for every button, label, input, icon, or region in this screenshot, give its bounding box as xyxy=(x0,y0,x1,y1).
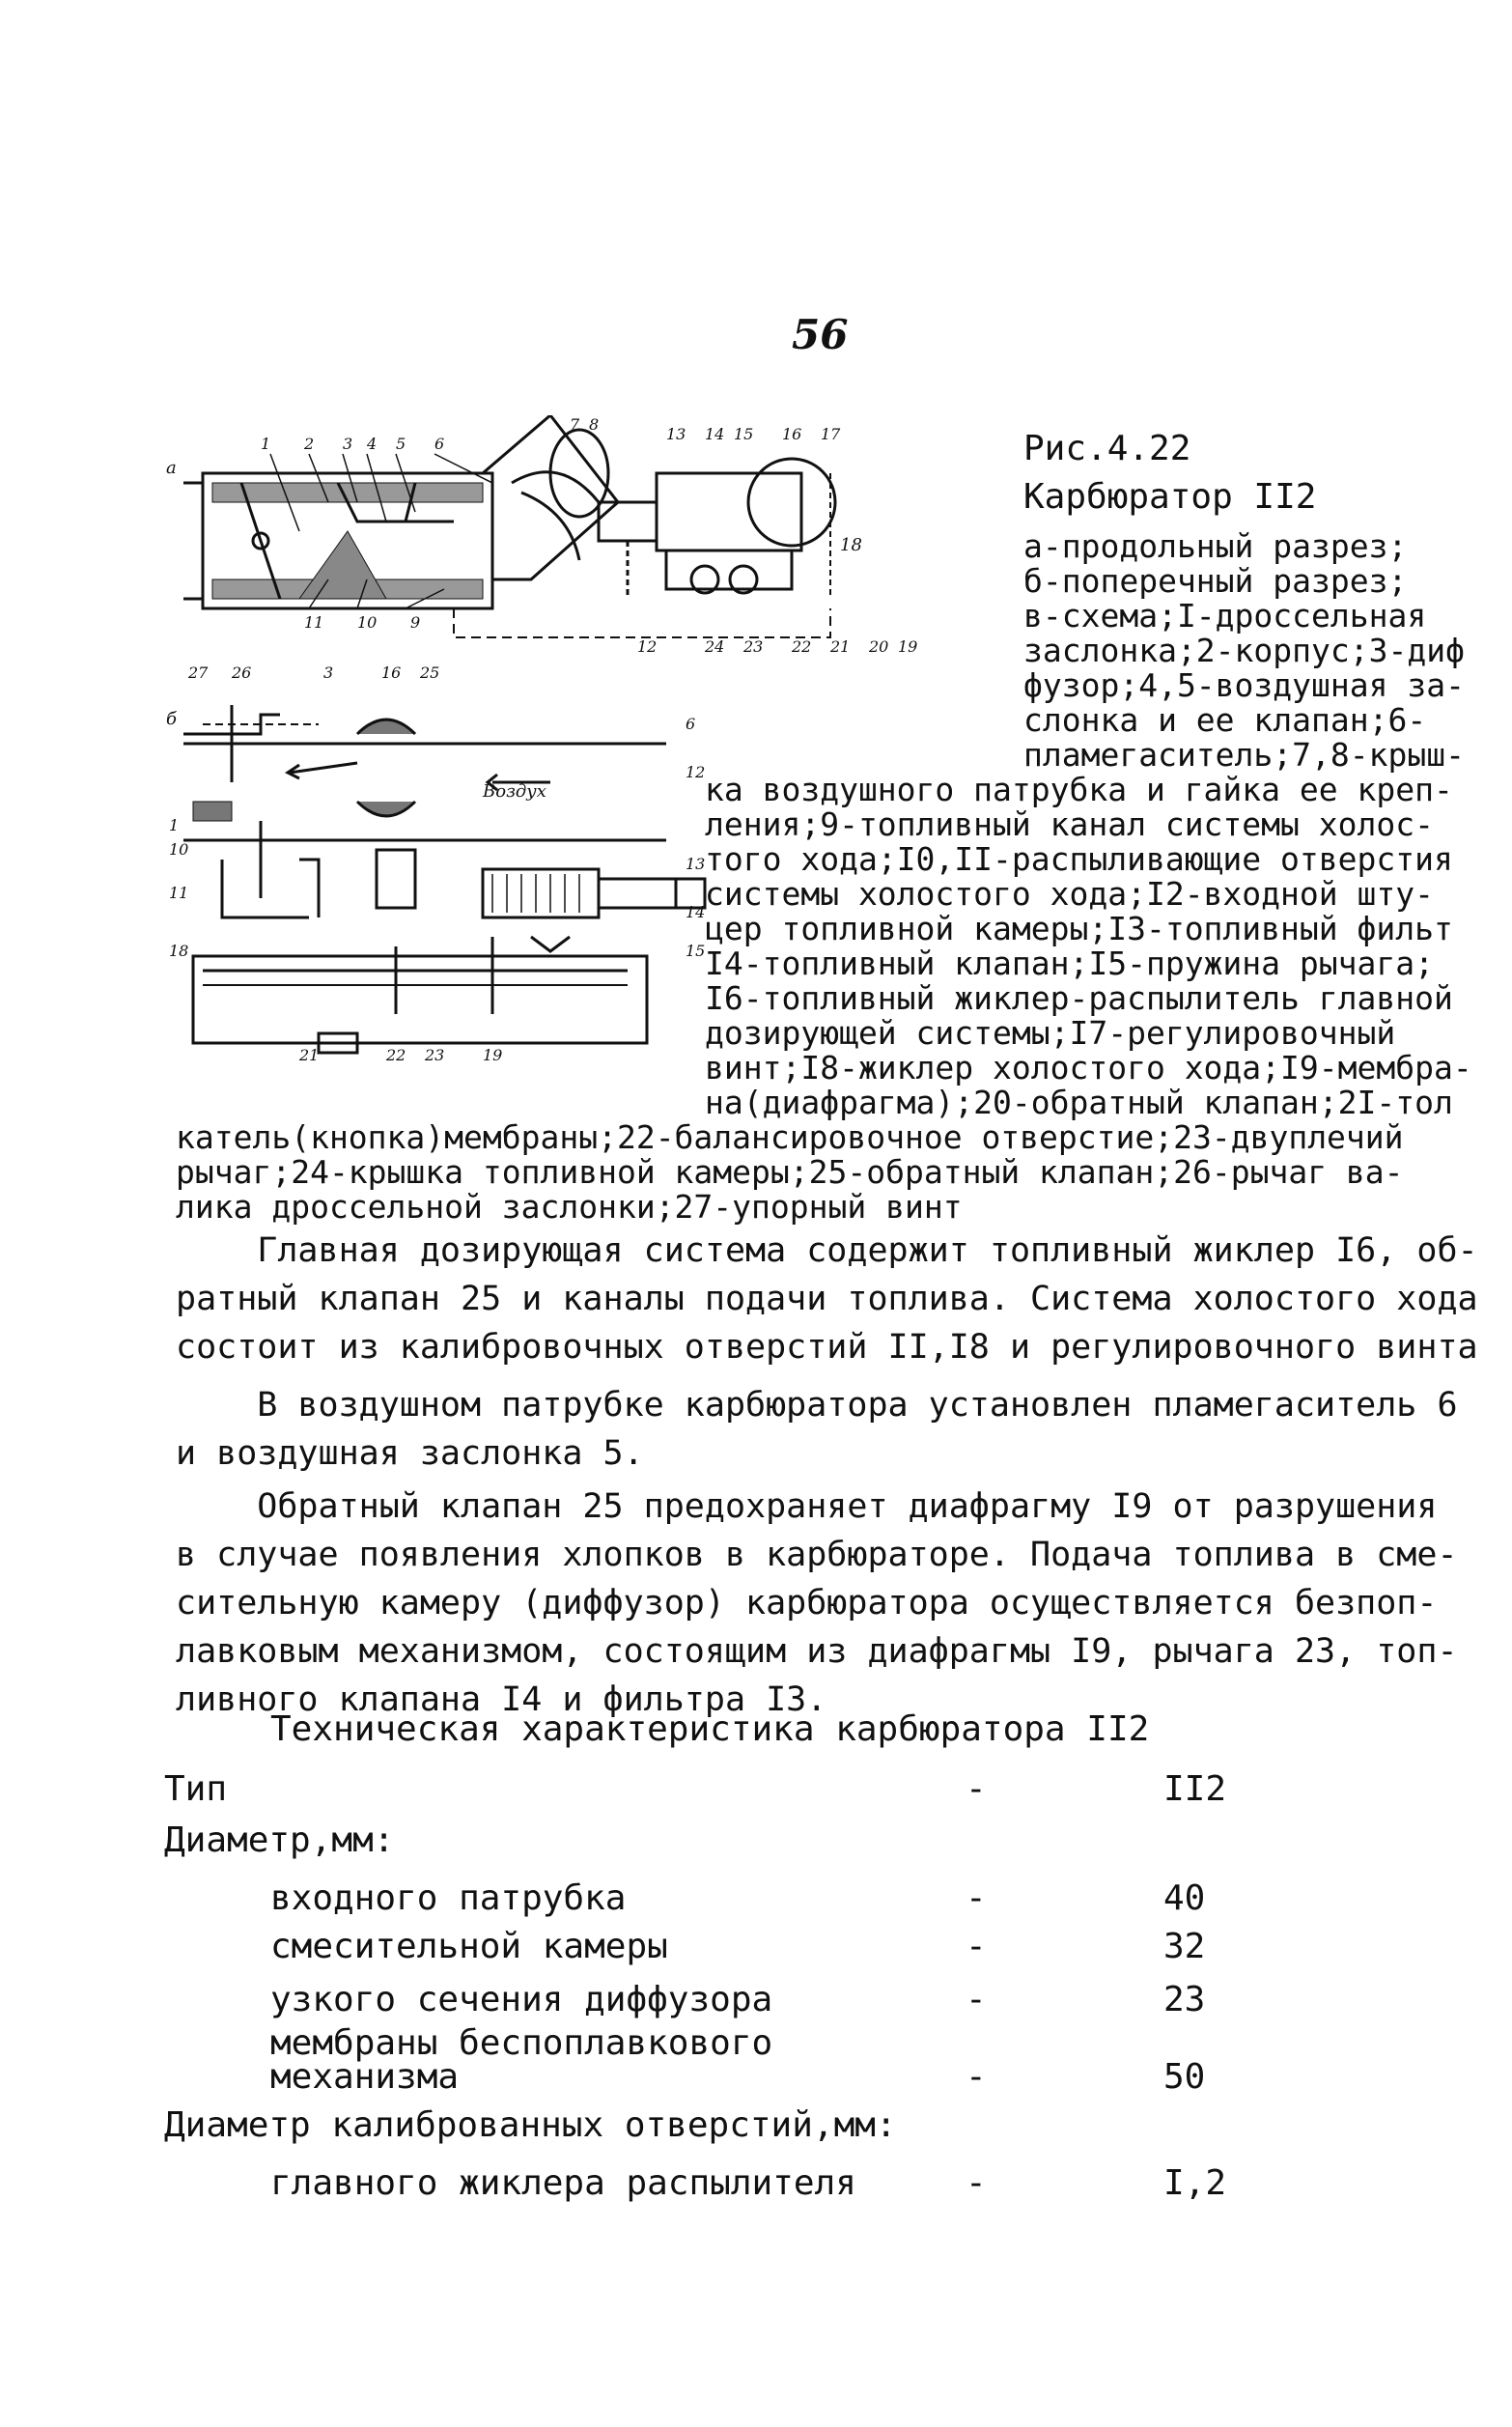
fig-num-schema-right-6: 6 xyxy=(686,715,696,733)
spec-value: 32 xyxy=(1163,1927,1206,1966)
fig-num-bottom-23: 23 xyxy=(743,637,764,656)
spec-dash: - xyxy=(966,1769,987,1809)
spec-label: Диаметр калиброванных отверстий,мм: xyxy=(164,2105,897,2145)
paragraph-line: ливного клапана I4 и фильтра I3. xyxy=(176,1680,827,1719)
fig-num-schema-right-13: 13 xyxy=(686,855,706,873)
spec-dash: - xyxy=(966,2163,987,2203)
caption-line: слонка и ее клапан;6- xyxy=(1023,701,1427,739)
fig-num-schema-top-3: 3 xyxy=(323,663,334,682)
paragraph-line: сительную камеру (диффузор) карбюратора осуществляется безпоп- xyxy=(176,1584,1438,1623)
fig-num-top-1: 1 xyxy=(261,435,271,453)
fig-num-schema-top-25: 25 xyxy=(420,663,440,682)
spec-dash: - xyxy=(966,2057,987,2097)
paragraph-line: Главная дозирующая система содержит топливный жиклер I6, об- xyxy=(176,1231,1478,1270)
paragraph-line: Обратный клапан 25 предохраняет диафрагму I9 от разрушения xyxy=(176,1487,1438,1526)
paragraph-line: ратный клапан 25 и каналы подачи топлива. Система холостого хода xyxy=(176,1280,1478,1318)
fig-num-bottom-24: 24 xyxy=(705,637,725,656)
fig-num-schema-bottom-21: 21 xyxy=(299,1046,320,1062)
paragraph-line: лавковым механизмом, состоящим из диафрагмы I9, рычага 23, топ- xyxy=(176,1632,1458,1671)
fig-num-schema-left-18: 18 xyxy=(169,942,189,960)
caption-line: ления;9-топливный канал системы холос- xyxy=(705,805,1434,843)
fig-num-schema-left-1: 1 xyxy=(169,816,180,834)
fig-num-schema-bottom-23: 23 xyxy=(425,1046,445,1062)
fig-num-bottom-10: 10 xyxy=(357,613,378,632)
caption-line: б-поперечный разрез; xyxy=(1023,562,1408,600)
label-a: а xyxy=(166,458,177,478)
spec-label: мембраны беспоплавкового xyxy=(270,2023,773,2063)
caption-line: пламегаситель;7,8-крыш- xyxy=(1023,736,1465,774)
paragraph-line: состоит из калибровочных отверстий II,I8 и регулировочного винта xyxy=(176,1328,1478,1367)
spec-value: 50 xyxy=(1163,2057,1206,2097)
fig-num-top-15: 15 xyxy=(734,425,754,443)
spec-label: Тип xyxy=(164,1769,228,1809)
spec-label: механизма xyxy=(270,2057,460,2097)
paragraph-line: и воздушная заслонка 5. xyxy=(176,1434,644,1473)
fig-num-schema-left-10: 10 xyxy=(169,840,189,859)
figure-subtitle: Карбюратор II2 xyxy=(1023,477,1317,517)
fig-num-schema-right-12: 12 xyxy=(686,763,706,781)
figure-title: Рис.4.22 xyxy=(1023,429,1191,468)
fig-num-schema-top-27: 27 xyxy=(188,663,209,682)
spec-label: главного жиклера распылителя xyxy=(270,2163,856,2203)
label-air: Воздух xyxy=(483,781,546,802)
fig-num-schema-top-16: 16 xyxy=(381,663,402,682)
fig-num-top-3: 3 xyxy=(343,435,353,453)
spec-label: Диаметр,мм: xyxy=(164,1820,395,1860)
fig-num-bottom-20: 20 xyxy=(869,637,889,656)
fig-num-top-17: 17 xyxy=(821,425,841,443)
paragraph-line: в случае появления хлопков в карбюраторе. Подача топлива в сме- xyxy=(176,1536,1458,1574)
caption-line: в-схема;I-дроссельная xyxy=(1023,597,1427,635)
caption-line: того хода;I0,II-распыливающие отверстия xyxy=(705,840,1453,878)
fig-num-bottom-22: 22 xyxy=(792,637,812,656)
caption-line: фузор;4,5-воздушная за- xyxy=(1023,666,1465,704)
caption-line: рычаг;24-крышка топливной камеры;25-обратный клапан;26-рычаг ва- xyxy=(176,1153,1404,1191)
spec-value: 40 xyxy=(1163,1878,1206,1918)
spec-label: узкого сечения диффузора xyxy=(270,1980,773,2019)
fig-num-top-6: 6 xyxy=(434,435,445,453)
caption-line: дозирующей системы;I7-регулировочный xyxy=(705,1014,1396,1052)
spec-value: II2 xyxy=(1163,1769,1227,1809)
fig-num-schema-top-26: 26 xyxy=(232,663,252,682)
fig-num-bottom-12: 12 xyxy=(637,637,658,656)
caption-line: ка воздушного патрубка и гайка ее креп- xyxy=(705,771,1453,808)
label-b: б xyxy=(166,709,177,729)
page-number: 56 xyxy=(792,311,849,358)
caption-line: а-продольный разрез; xyxy=(1023,527,1408,565)
spec-value: I,2 xyxy=(1163,2163,1227,2203)
label-18: 18 xyxy=(840,535,862,555)
caption-line: на(диафрагма);20-обратный клапан;2I-тол xyxy=(705,1084,1453,1121)
spec-title: Техническая характеристика карбюратора II2 xyxy=(270,1709,1150,1749)
caption-line: катель(кнопка)мембраны;22-балансировочное отверстие;23-двуплечий xyxy=(176,1118,1404,1156)
fig-num-top-16: 16 xyxy=(782,425,802,443)
fig-num-top-4: 4 xyxy=(367,435,378,453)
fig-num-top-13: 13 xyxy=(666,425,686,443)
fig-num-top-7: 7 xyxy=(570,415,580,434)
spec-label: смесительной камеры xyxy=(270,1927,668,1966)
caption-line: I6-топливный жиклер-распылитель главной xyxy=(705,979,1453,1017)
fig-num-schema-right-14: 14 xyxy=(686,903,706,921)
spec-label: входного патрубка xyxy=(270,1878,627,1918)
spec-dash: - xyxy=(966,1878,987,1918)
fig-num-schema-bottom-19: 19 xyxy=(483,1046,503,1062)
spec-value: 23 xyxy=(1163,1980,1206,2019)
fig-num-bottom-21: 21 xyxy=(830,637,851,656)
caption-line: I4-топливный клапан;I5-пружина рычага; xyxy=(705,945,1434,982)
fig-num-bottom-11: 11 xyxy=(304,613,324,632)
fig-num-schema-bottom-22: 22 xyxy=(386,1046,406,1062)
fig-num-schema-right-15: 15 xyxy=(686,942,706,960)
fig-num-top-2: 2 xyxy=(304,435,315,453)
spec-dash: - xyxy=(966,1980,987,2019)
fig-num-top-14: 14 xyxy=(705,425,725,443)
paragraph-line: В воздушном патрубке карбюратора установлен пламегаситель 6 xyxy=(176,1386,1458,1425)
spec-dash: - xyxy=(966,1927,987,1966)
caption-line: заслонка;2-корпус;3-диф xyxy=(1023,632,1465,669)
fig-num-top-8: 8 xyxy=(589,415,600,434)
fig-num-top-5: 5 xyxy=(396,435,406,453)
caption-line: цер топливной камеры;I3-топливный фильт xyxy=(705,910,1453,947)
fig-num-bottom-19: 19 xyxy=(898,637,918,656)
caption-line: лика дроссельной заслонки;27-упорный винт xyxy=(176,1188,963,1226)
caption-line: винт;I8-жиклер холостого хода;I9-мембра- xyxy=(705,1049,1472,1087)
fig-num-bottom-9: 9 xyxy=(410,613,421,632)
caption-line: системы холостого хода;I2-входной шту- xyxy=(705,875,1434,913)
fig-num-schema-left-11: 11 xyxy=(169,884,189,902)
